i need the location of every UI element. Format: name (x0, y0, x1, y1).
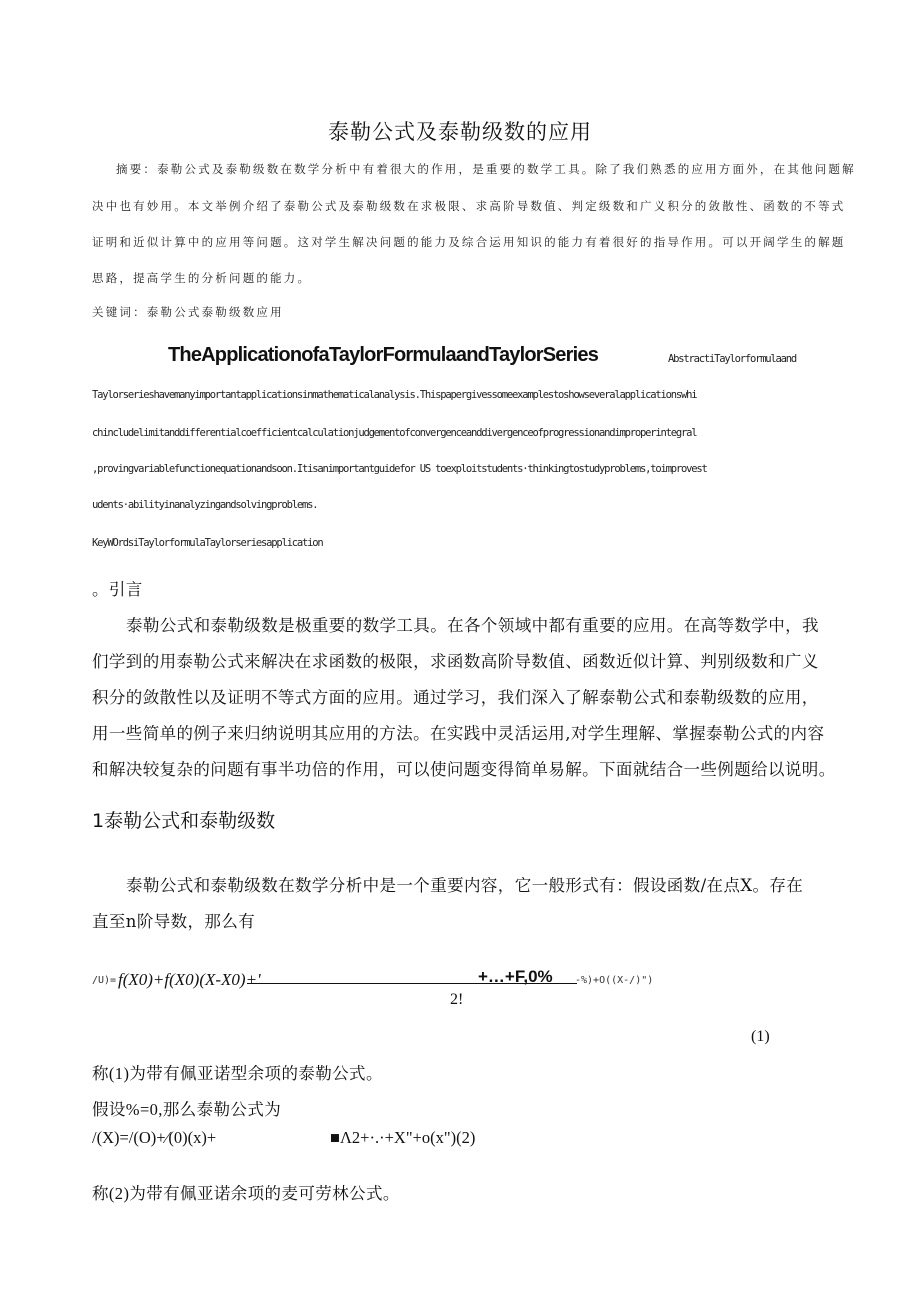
formula-main: f(X0)+f(X0)(X-X0)+' (118, 970, 261, 989)
abstract-line: 证明和近似计算中的应用等问题。这对学生解决问题的能力及综合运用知识的能力有着很好的指导作用。可以开阔学生的解题 (92, 235, 846, 249)
formula-denominator: 2! (450, 991, 464, 1008)
paragraph-line: 直至n阶导数，那么有 (92, 912, 256, 931)
intro-heading: 。引言 (92, 580, 143, 599)
paragraph-line: 泰勒公式和泰勒级数是极重要的数学工具。在各个领域中都有重要的应用。在高等数学中，我 (126, 616, 819, 635)
paper-title: 泰勒公式及泰勒级数的应用 (328, 120, 592, 144)
formula-left: /(X)=/(O)+⁄(0)(x)+ (92, 1128, 217, 1147)
english-title: TheApplicationofaTaylorFormulaandTaylorSeries (168, 344, 599, 366)
abstract-lead: AbstractiTaylorformulaand (668, 353, 797, 365)
section-heading: 1泰勒公式和泰勒级数 (92, 810, 276, 832)
formula-note: 称(1)为带有佩亚诺型余项的泰勒公式。 (92, 1064, 383, 1083)
formula-note: 称(2)为带有佩亚诺余项的麦可劳林公式。 (92, 1184, 400, 1203)
formula-right: ■Λ2+·.·+X"+o(x")(2) (330, 1128, 476, 1147)
abstract-line: 摘要：泰勒公式及泰勒级数在数学分析中有着很大的作用，是重要的数学工具。除了我们熟悉的应用方面外，在其他问题解 (116, 162, 856, 176)
equation-number: (1) (751, 1028, 770, 1045)
paragraph-line: 和解决较复杂的问题有事半功倍的作用，可以使问题变得简单易解。下面就结合一些例题给以说明。 (92, 760, 836, 779)
abstract-line: 决中也有妙用。本文举例介绍了泰勒公式及泰勒级数在求极限、求高阶导数值、判定级数和广义积分的敛散性、函数的不等式 (92, 199, 846, 213)
paragraph-line: 们学到的用泰勒公式来解决在求函数的极限，求函数高阶导数值、函数近似计算、判别级数和广义 (92, 652, 819, 671)
paragraph-line: 积分的敛散性以及证明不等式方面的应用。通过学习，我们深入了解泰勒公式和泰勒级数的应用， (92, 688, 819, 707)
abstract-line: ,provingvariablefunctionequationandsoon.Itisanimportantguidefor US toexploitstudents·thinkingtostudyproblems,toimprovest (92, 463, 707, 475)
paragraph-line: 泰勒公式和泰勒级数在数学分析中是一个重要内容，它一般形式有：假设函数/在点X。存在 (126, 876, 804, 895)
keywords-en: KeyWOrdsiTaylorformulaTaylorseriesapplication (92, 537, 323, 549)
formula-tail: +…+F,0% (478, 967, 553, 986)
formula-remainder: -%)+O((X-/)") (575, 975, 654, 986)
abstract-line: udents·abilityinanalyzingandsolvingproblems. (92, 499, 318, 511)
abstract-line: chincludelimitanddifferentialcoefficientcalculationjudgementofconvergenceanddivergenceofprogressionandimproperintegral (92, 427, 697, 439)
abstract-line: Taylorserieshavemanyimportantapplicationsinmathematicalanalysis.Thispapergivessomeexamplestoshowseveralapplicationswhi (92, 389, 697, 401)
paragraph-line: 假设%=0,那么泰勒公式为 (92, 1100, 282, 1119)
paragraph-line: 用一些简单的例子来归纳说明其应用的方法。在实践中灵活运用,对学生理解、掌握泰勒公式的内容 (92, 724, 825, 743)
formula-lhs: /U)= (92, 975, 117, 986)
abstract-line: 思路，提高学生的分析问题的能力。 (92, 271, 312, 285)
keywords-cn: 关键词：泰勒公式泰勒级数应用 (92, 305, 284, 319)
